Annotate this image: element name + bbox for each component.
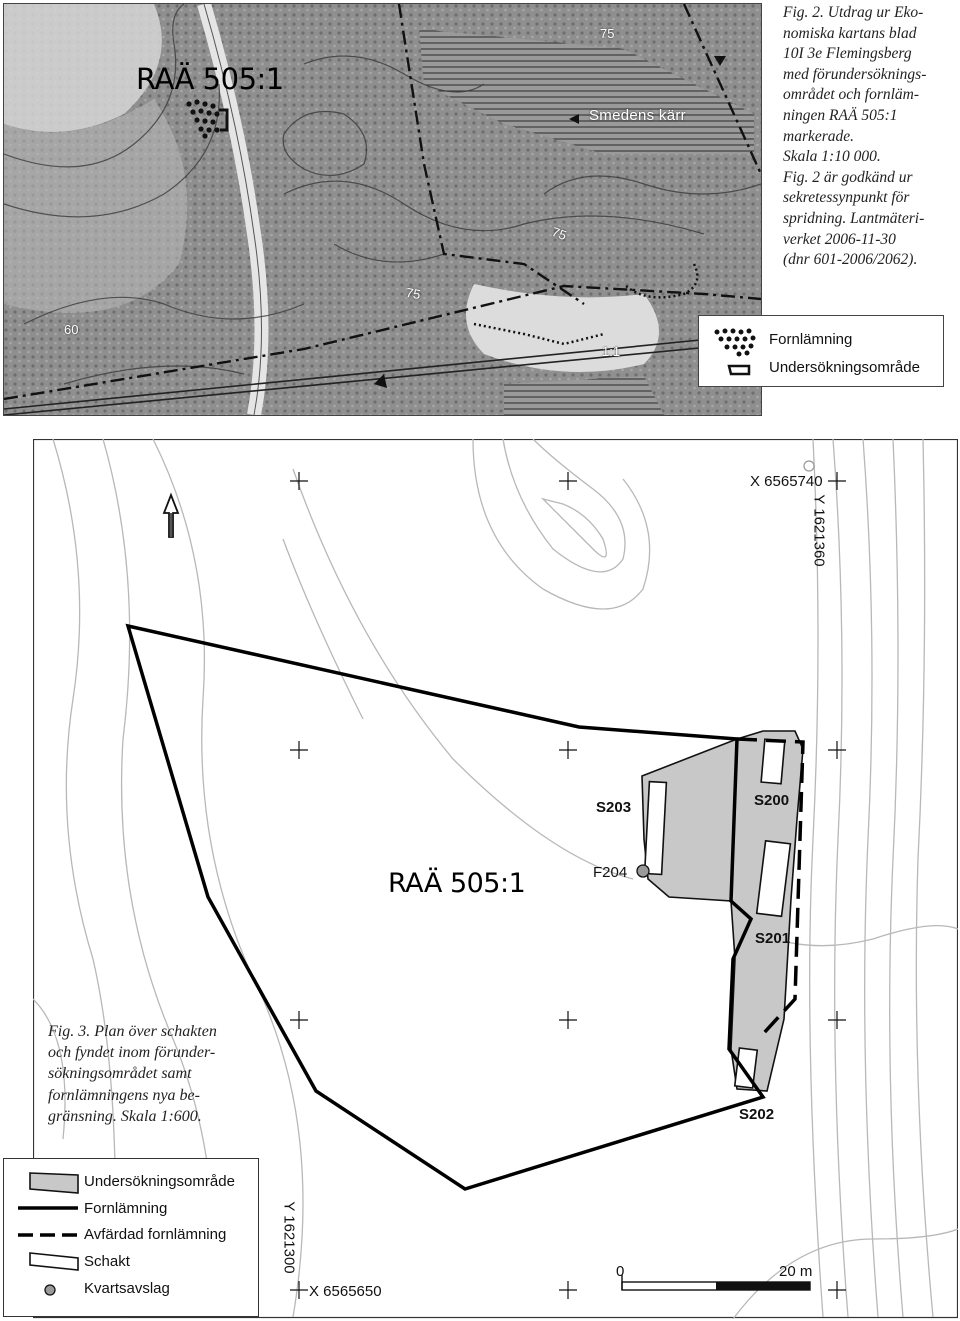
figure-3-caption xyxy=(48,1021,263,1127)
legend-label: Undersökningsområde xyxy=(769,359,920,376)
coord-label: X 6565650 xyxy=(309,1283,382,1300)
trench-rectangle-icon xyxy=(30,1253,78,1270)
caption-line: Fig. 3. Plan över schakten xyxy=(48,1023,217,1040)
caption-line: (dnr 601-2006/2062). xyxy=(783,251,918,269)
caption-line: verket 2006-11-30 xyxy=(783,230,896,248)
caption-line: ningen RAÄ 505:1 xyxy=(783,106,898,124)
contour-label: 75 xyxy=(600,26,615,41)
caption-line: sökningsområdet samt xyxy=(48,1065,192,1083)
caption-line: med förundersöknings- xyxy=(783,65,927,83)
overview-map xyxy=(3,3,762,416)
contour-label: 75 xyxy=(549,223,569,244)
caption-line: Fig. 2. Utdrag ur Eko- xyxy=(783,4,924,21)
caption-line: sekretessynpunkt för xyxy=(783,189,910,207)
coord-label: Y 1621300 xyxy=(280,1201,298,1274)
plan-site-label: RAÄ 505:1 xyxy=(388,868,526,899)
caption-line: 10I 3e Flemingsberg xyxy=(783,45,912,63)
trench-label-s200: S200 xyxy=(754,792,790,809)
grey-area-icon xyxy=(30,1173,78,1193)
contour-label: 60 xyxy=(64,322,79,337)
trench-s200-rect xyxy=(761,739,785,784)
legend-label: Avfärdad fornlämning xyxy=(84,1226,227,1243)
caption-line: området och fornläm- xyxy=(783,86,920,104)
grey-dot-icon xyxy=(45,1285,55,1295)
caption-line: markerade. xyxy=(783,127,855,145)
contour-label: 75 xyxy=(404,284,422,303)
legend-label: Kvartsavslag xyxy=(84,1280,170,1297)
caption-line: fornlämningens nya be- xyxy=(48,1086,200,1104)
scale-start-label: 0 xyxy=(616,1263,625,1280)
caption-line: gränsning. Skala 1:600. xyxy=(48,1107,202,1125)
place-name-label: Smedens kärr xyxy=(589,107,686,124)
trench-label-s202: S202 xyxy=(739,1106,775,1123)
find-label-f204: F204 xyxy=(593,864,628,881)
legend-symbols xyxy=(14,1167,82,1309)
trench-label-s201: S201 xyxy=(755,930,791,947)
coord-label: Y 1621360 xyxy=(810,494,828,567)
trench-label-s203: S203 xyxy=(596,799,632,816)
scale-end-label: 20 m xyxy=(779,1263,813,1280)
legend-label: Fornlämning xyxy=(769,331,853,348)
legend-label: Schakt xyxy=(84,1253,130,1270)
overview-site-label: RAÄ 505:1 xyxy=(136,62,284,96)
overview-legend xyxy=(698,315,944,387)
overview-map-drawing xyxy=(4,4,761,415)
legend-label: Undersökningsområde xyxy=(84,1173,235,1190)
coord-label: X 6565740 xyxy=(750,473,823,490)
contour-label: 1:1 xyxy=(602,344,621,359)
figure-2-caption xyxy=(783,3,958,271)
dotted-cluster-icon xyxy=(713,326,759,376)
caption-line: Skala 1:10 000. xyxy=(783,148,881,166)
plan-legend xyxy=(3,1158,259,1317)
caption-line: och fyndet inom förunder- xyxy=(48,1044,216,1062)
outline-shape-icon xyxy=(729,366,749,374)
legend-label: Fornlämning xyxy=(84,1200,168,1217)
find-dot-icon xyxy=(637,865,649,877)
caption-line: nomiska kartans blad xyxy=(783,24,917,42)
caption-line: Fig. 2 är godkänd ur xyxy=(783,168,913,186)
caption-line: spridning. Lantmäteri- xyxy=(783,209,925,227)
